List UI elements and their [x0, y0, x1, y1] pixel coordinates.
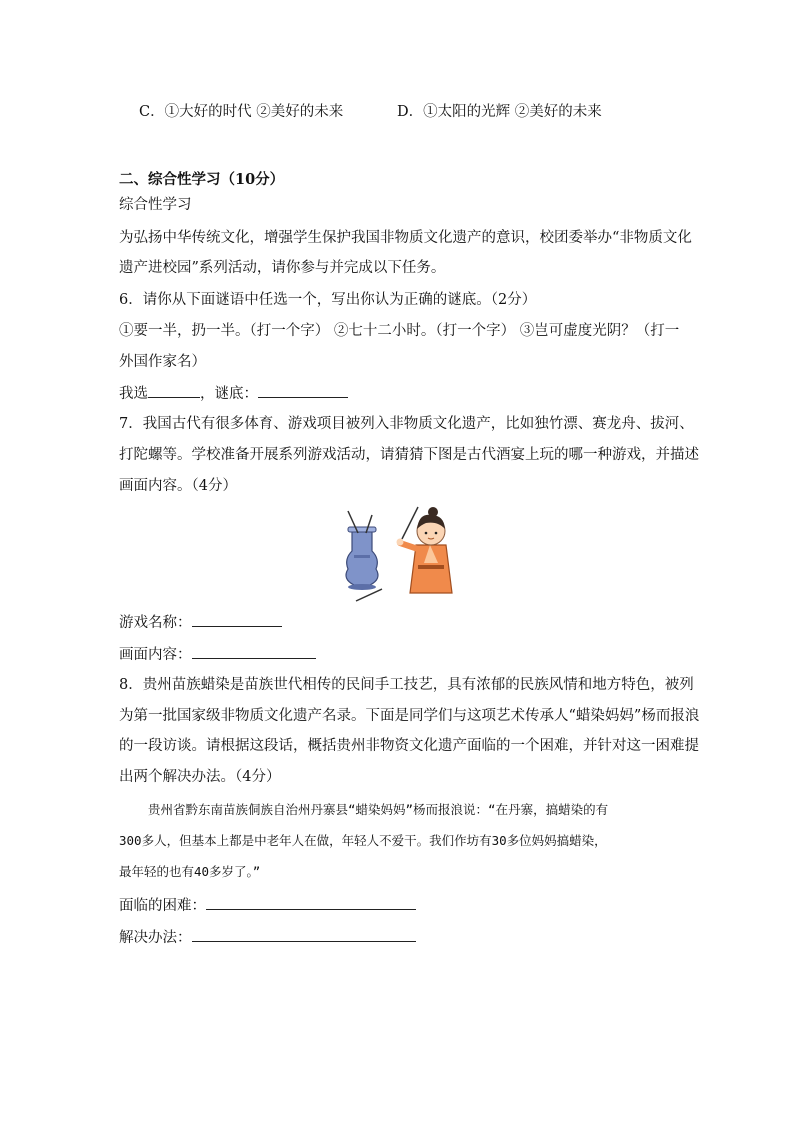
q8-quote-3: 最年轻的也有40多岁了。”: [119, 864, 261, 879]
arrow-in-hand: [402, 507, 418, 539]
q6-riddles-2: 外国作家名）: [119, 354, 206, 370]
q7-prompt-3: 画面内容。（4分）: [119, 478, 237, 494]
section-heading: 二、综合性学习（10分）: [119, 171, 285, 188]
q8-quote-2: 300多人，但基本上都是中老年人在做，年轻人不爱干。我们作坊有30多位妈妈搞蜡染，: [119, 833, 607, 848]
q7-game-name-label: 游戏名称：: [119, 615, 192, 631]
q8-difficulty-line: [119, 895, 416, 916]
q8-prompt-1: 8．贵州苗族蜡染是苗族世代相传的民间手工技艺，具有浓郁的民族风情和地方特色，被列: [119, 677, 694, 693]
q6-choice-blank[interactable]: [148, 383, 200, 398]
q6-riddles-1: ①要一半，扔一半。（打一个字） ②七十二小时。（打一个字） ③岂可虚度光阴？（打一: [119, 323, 680, 339]
q6-prompt: 6．请你从下面谜语中任选一个，写出你认为正确的谜底。（2分）: [119, 292, 537, 308]
option-d: D．①太阳的光辉 ②美好的未来: [397, 104, 602, 120]
q7-game-name-blank[interactable]: [192, 612, 282, 627]
q6-answer-blank[interactable]: [258, 383, 348, 398]
q7-scene-blank[interactable]: [192, 644, 316, 659]
q8-solution-line: [119, 927, 416, 948]
q8-prompt-4: 出两个解决办法。（4分）: [119, 769, 281, 785]
q7-prompt-2: 打陀螺等。学校准备开展系列游戏活动，请猜猜下图是古代酒宴上玩的哪一种游戏，并描述: [119, 447, 699, 463]
q8-quote-1: 贵州省黔东南苗族侗族自治州丹寨县“蜡染妈妈”杨而报浪说：“在丹寨，搞蜡染的有: [148, 802, 609, 817]
q8-difficulty-blank[interactable]: [206, 895, 416, 910]
option-c: C．①大好的时代 ②美好的未来: [139, 104, 344, 120]
q6-answer-label: ，谜底：: [200, 386, 258, 402]
pot: [346, 527, 378, 590]
q7-prompt-1: 7．我国古代有很多体育、游戏项目被列入非物质文化遗产，比如独竹漂、赛龙舟、拔河、: [119, 416, 694, 432]
q8-difficulty-label: 面临的困难：: [119, 898, 206, 914]
intro-line-2: 遗产进校园”系列活动，请你参与并完成以下任务。: [119, 260, 446, 276]
q8-prompt-3: 的一段访谈。请根据这段话，概括贵州非物资文化遗产面临的一个困难，并针对这一困难提: [119, 738, 699, 754]
q8-solution-blank[interactable]: [192, 927, 416, 942]
arrow-on-ground: [356, 589, 382, 601]
q7-scene-label: 画面内容：: [119, 647, 192, 663]
q6-choice-label: 我选: [119, 386, 148, 402]
q8-prompt-2: 为第一批国家级非物质文化遗产名录。下面是同学们与这项艺术传承人“蜡染妈妈”杨而报浪: [119, 708, 700, 724]
child-figure: [397, 507, 453, 593]
q8-solution-label: 解决办法：: [119, 930, 192, 946]
q7-game-name-line: [119, 612, 282, 633]
q7-scene-line: [119, 644, 316, 665]
section-subheading: 综合性学习: [119, 197, 192, 213]
intro-line-1: 为弘扬中华传统文化，增强学生保护我国非物质文化遗产的意识，校团委举办“非物质文化: [119, 230, 692, 246]
pitch-pot-illustration: [334, 503, 464, 603]
q6-answer-line: [119, 383, 348, 404]
